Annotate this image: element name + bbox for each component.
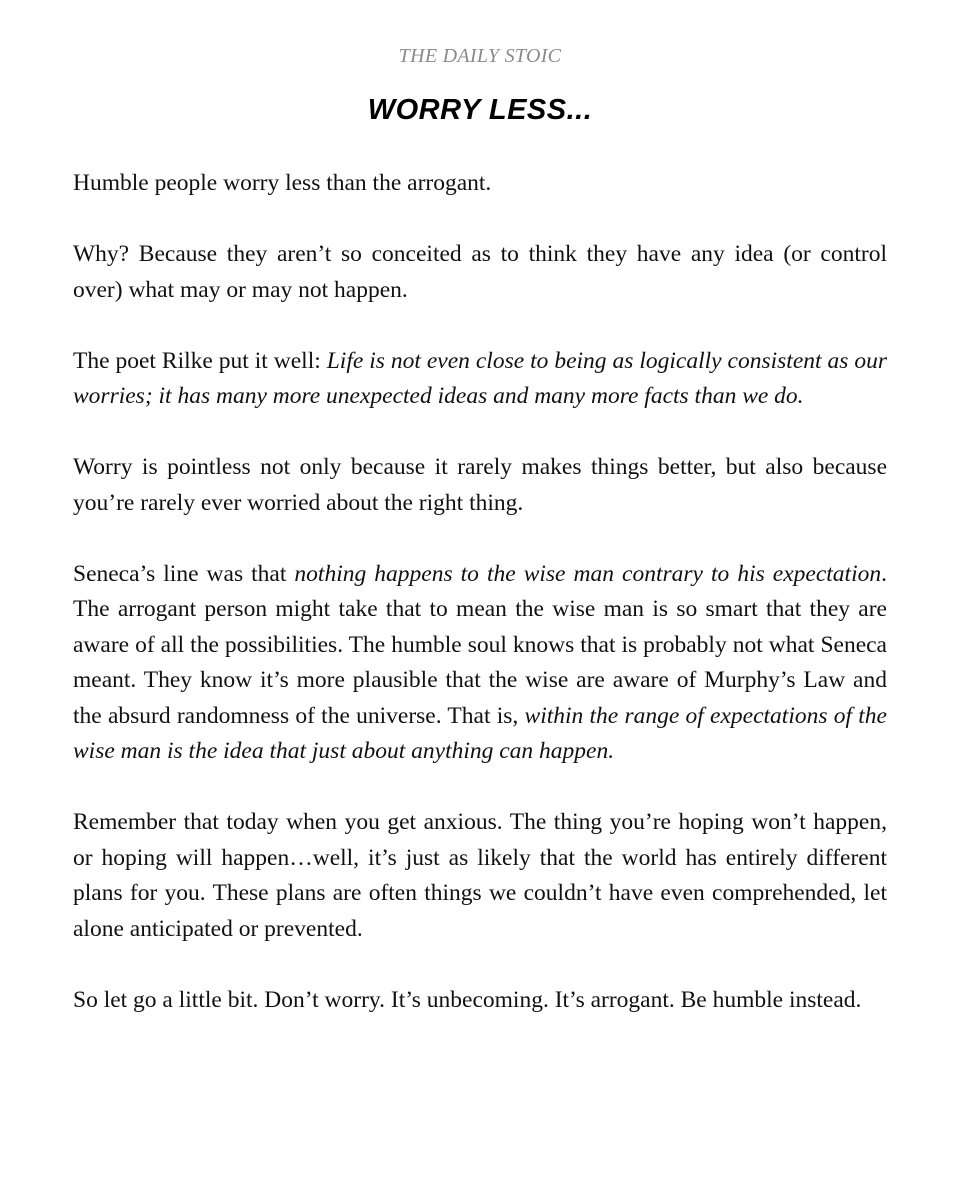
paragraph-1: Humble people worry less than the arrogant. — [73, 170, 492, 196]
paragraph-2: Why? Because they aren’t so conceited as to think they have any idea (or control over) what may or may not happen. — [73, 241, 887, 303]
paragraph-3-lead: The poet Rilke put it well: — [73, 347, 327, 374]
paragraph-6: Remember that today when you get anxious. The thing you’re hoping won’t happen, or hoping will happen…well, it’s just as likely that the world has entirely different plans for you. These plans are often things we couldn’t have even comprehended, let alone anticipated or prevented. — [73, 809, 887, 942]
paragraph-4: Worry is pointless not only because it rarely makes things better, but also because you’re rarely ever worried about the right thing. — [73, 454, 887, 516]
seneca-quote: nothing happens to the wise man contrary to his expectation — [294, 560, 882, 587]
paragraph-7: So let go a little bit. Don’t worry. It’s unbecoming. It’s arrogant. Be humble instead. — [73, 986, 862, 1013]
rilke-quote: Life is not even close to being as logically consistent as our worries; it has many more unexpected ideas and many more facts than we do. — [73, 347, 887, 409]
article-title: WORRY LESS... — [367, 94, 593, 126]
paragraph-5-middle: . The arrogant person might take that to mean the wise man is so smart that they are aware of all the possibilities. The humble soul knows that is probably not what Seneca meant. They know it’s more plausible that the wise are aware of Murphy’s Law and the absurd randomness of the universe. That is, — [73, 560, 887, 729]
article-body — [73, 166, 887, 1018]
closing-quote: within the range of expectations of the wise man is the idea that just about anything can happen. — [73, 702, 887, 764]
paragraph-3 — [73, 344, 887, 415]
paragraph-5 — [73, 557, 887, 770]
paragraph-5-lead: Seneca’s line was that — [73, 560, 295, 587]
publication-header: THE DAILY STOIC — [398, 45, 562, 67]
